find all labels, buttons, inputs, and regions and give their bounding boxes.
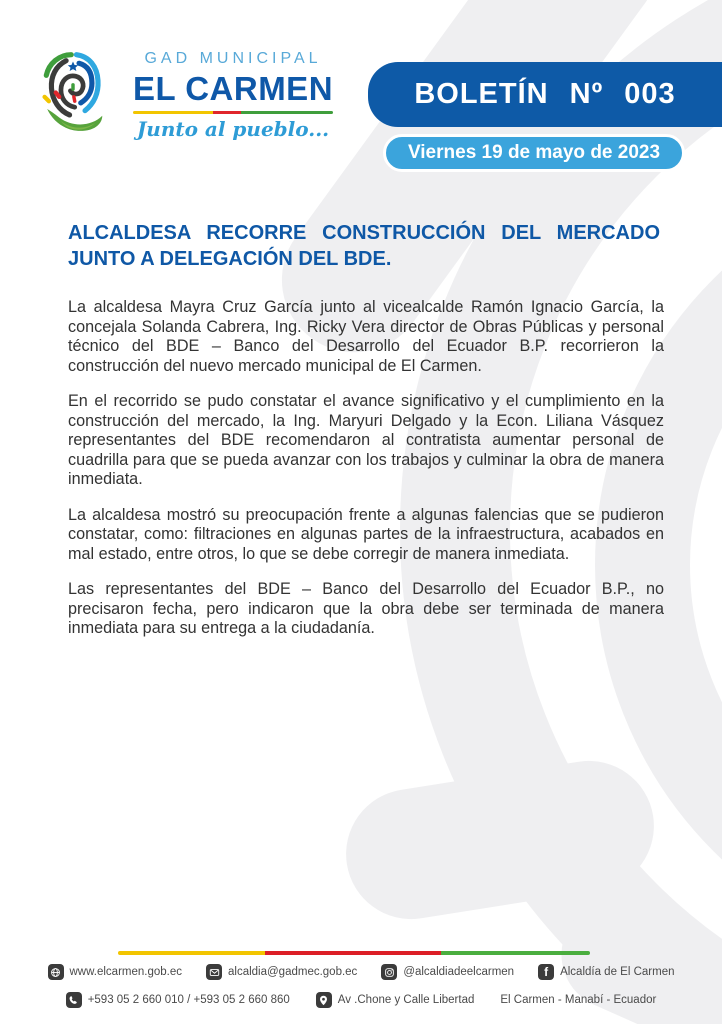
date-label: Viernes 19 de mayo de 2023: [407, 142, 661, 163]
footer-instagram-label: @alcaldiadeelcarmen: [403, 966, 515, 978]
article-paragraph: Las representantes del BDE – Banco del Desarrollo del Ecuador B.P., no precisaron fecha, pero indicaron que la obra debe ser terminada de manera inmediata para su entrega a la ciudadanía.: [68, 580, 664, 637]
footer-facebook: [538, 964, 674, 980]
footer-email: [206, 964, 357, 980]
logo-city-label: EL CARMEN: [132, 70, 334, 107]
facebook-icon: f: [538, 964, 554, 980]
article-paragraph: En el recorrido se pudo constatar el avance significativo y el cumplimiento en la construcción del mercado, la Ing. Maryuri Delgado y la Econ. Liliana Vásquez representantes del BDE recomendaron al contratista aumentar personal de cuadrilla para que se pueda avanzar con los trabajos y culminar la obra de manera inmediata.: [68, 392, 664, 488]
footer-location-label: El Carmen - Manabí - Ecuador: [500, 994, 657, 1006]
footer-facebook-label: Alcaldía de El Carmen: [560, 966, 675, 978]
globe-icon: [48, 964, 64, 980]
bulletin-banner: [368, 62, 722, 127]
footer-website: [48, 964, 183, 980]
footer-contacts-row-2: [0, 992, 722, 1008]
instagram-icon: [381, 964, 397, 980]
footer-phones: [66, 992, 290, 1008]
footer-location: [500, 994, 656, 1006]
footer-phones-label: +593 05 2 660 010 / +593 05 2 660 860: [87, 994, 290, 1006]
footer-address-label: Av .Chone y Calle Libertad: [337, 994, 475, 1006]
logo-tricolor-underline: [133, 111, 333, 114]
footer-tricolor-line: [118, 951, 590, 955]
email-icon: [206, 964, 222, 980]
date-pill: [383, 134, 685, 172]
location-pin-icon: [316, 992, 332, 1008]
footer-contacts-row-1: [0, 964, 722, 980]
footer-instagram: [381, 964, 514, 980]
footer-email-label: alcaldia@gadmec.gob.ec: [228, 966, 358, 978]
logo-agency-label: GAD MUNICIPAL: [144, 50, 322, 67]
article-body: [68, 298, 664, 655]
footer-website-label: www.elcarmen.gob.ec: [69, 966, 182, 978]
logo-slogan: Junto al pueblo...: [136, 117, 330, 141]
bulletin-number-label: BOLETÍN Nº 003: [414, 78, 676, 110]
footer-address: [316, 992, 475, 1008]
fingerprint-logo-icon: [42, 48, 104, 144]
article-title: ALCALDESA RECORRE CONSTRUCCIÓN DEL MERCADO JUNTO A DELEGACIÓN DEL BDE.: [68, 222, 660, 270]
phone-icon: [66, 992, 82, 1008]
article-paragraph: La alcaldesa Mayra Cruz García junto al vicealcalde Ramón Ignacio García, la concejala Solanda Cabrera, Ing. Ricky Vera director de Obras Públicas y personal técnico del BDE – Banco del Desarrollo del Ecuador B.P. recorrieron la construcción del nuevo mercado municipal de El Carmen.: [68, 298, 664, 375]
article-paragraph: La alcaldesa mostró su preocupación frente a algunas falencias que se pudieron constatar, como: filtraciones en algunas partes de la infraestructura, acabados en mal estado, entre otros, lo que se debe corregir de manera inmediata.: [68, 505, 664, 563]
